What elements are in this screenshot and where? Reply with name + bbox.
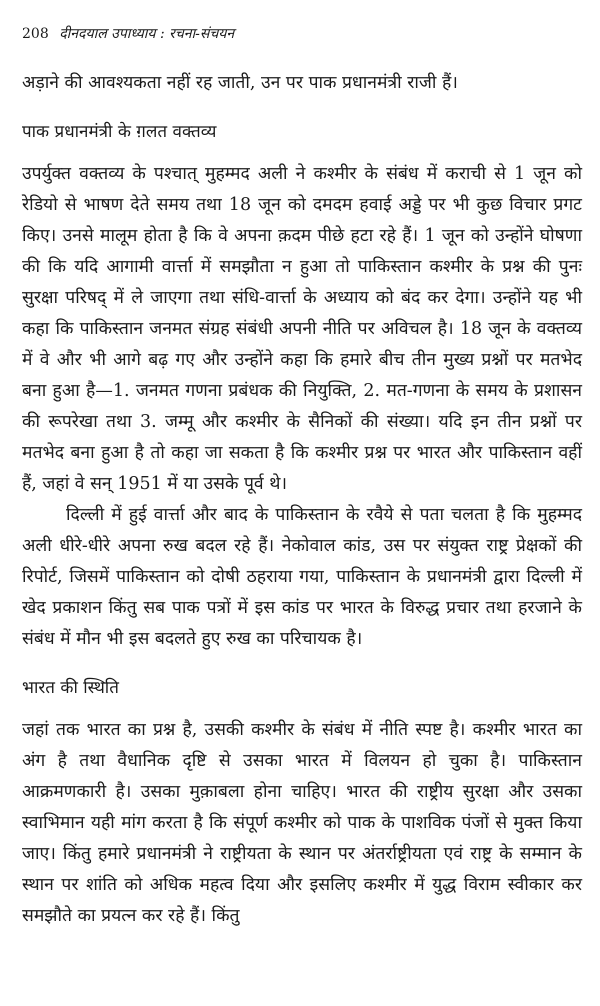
section-heading-india-position: भारत की स्थिति [22, 678, 119, 698]
section-heading-pak-pm-statements: पाक प्रधानमंत्री के ग़लत वक्तव्य [22, 122, 217, 142]
running-header [22, 22, 582, 46]
book-title: दीनदयाल उपाध्याय : रचना-संचयन [59, 26, 235, 42]
intro-line: अड़ाने की आवश्यकता नहीं रह जाती, उन पर पाक प्रधानमंत्री राजी हैं। [22, 73, 458, 93]
paragraph-delhi-talks: दिल्ली में हुई वार्त्ता और बाद के पाकिस्तान के रवैये से पता चलता है कि मुहम्मद अली धीरे-धीरे अपना रुख बदल रहे हैं। नेकोवाल कांड, उस पर संयुक्त राष्ट्र प्रेक्षकों की रिपोर्ट, जिसमें पाकिस्तान को दोषी ठहराया गया, पाकिस्तान के प्रधानमंत्री द्वारा दिल्ली में खेद प्रकाशन किंतु सब पाक पत्रों में इस कांड पर भारत के विरुद्ध प्रचार तथा हरजाने के संबंध में मौन भी इस बदलते हुए रुख का परिचायक है। [22, 505, 582, 649]
page-number: 208 [22, 26, 49, 42]
paragraph-india-position: जहां तक भारत का प्रश्न है, उसकी कश्मीर के संबंध में नीति स्पष्ट है। कश्मीर भारत का अंग है तथा वैधानिक दृष्टि से उसका भारत में विलयन हो चुका है। पाकिस्तान आक्रमणकारी है। उसका मुक़ाबला होना चाहिए। भारत की राष्ट्रीय सुरक्षा और उसका स्वाभिमान यही मांग करता है कि संपूर्ण कश्मीर को पाक के पाशविक पंजों से मुक्त किया जाए। किंतु हमारे प्रधानमंत्री ने राष्ट्रीयता के स्थान पर अंतर्राष्ट्रीयता एवं राष्ट्र के सम्मान के स्थान पर शांति को अधिक महत्व दिया और इसलिए कश्मीर में युद्ध विराम स्वीकार कर समझौते का प्रयत्न कर रहे हैं। किंतु [22, 720, 582, 926]
paragraph-pak-statements: उपर्युक्त वक्तव्य के पश्चात् मुहम्मद अली ने कश्मीर के संबंध में कराची से 1 जून को रेडियो से भाषण देते समय तथा 18 जून को दमदम हवाई अड्डे पर भी कुछ विचार प्रगट किए। उनसे मालूम होता है कि वे अपना क़दम पीछे हटा रहे हैं। 1 जून को उन्होंने घोषणा की कि यदि आगामी वार्त्ता में समझौता न हुआ तो पाकिस्तान कश्मीर के प्रश्न की पुनः सुरक्षा परिषद् में ले जाएगा तथा संधि-वार्त्ता के अध्याय को बंद कर देगा। उन्होंने यह भी कहा कि पाकिस्तान जनमत संग्रह संबंधी अपनी नीति पर अविचल है। 18 जून के वक्तव्य में वे और भी आगे बढ़ गए और उन्होंने कहा कि हमारे बीच तीन मुख्य प्रश्नों पर मतभेद बना हुआ है—1. जनमत गणना प्रबंधक की नियुक्ति, 2. मत-गणना के समय के प्रशासन की रूपरेखा तथा 3. जम्मू और कश्मीर के सैनिकों की संख्या। यदि इन तीन प्रश्नों पर मतभेद बना हुआ है तो कहा जा सकता है कि कश्मीर प्रश्न पर भारत और पाकिस्तान वहीं हैं, जहां वे सन् 1951 में या उसके पूर्व थे। [22, 164, 582, 494]
book-page [22, 22, 582, 932]
